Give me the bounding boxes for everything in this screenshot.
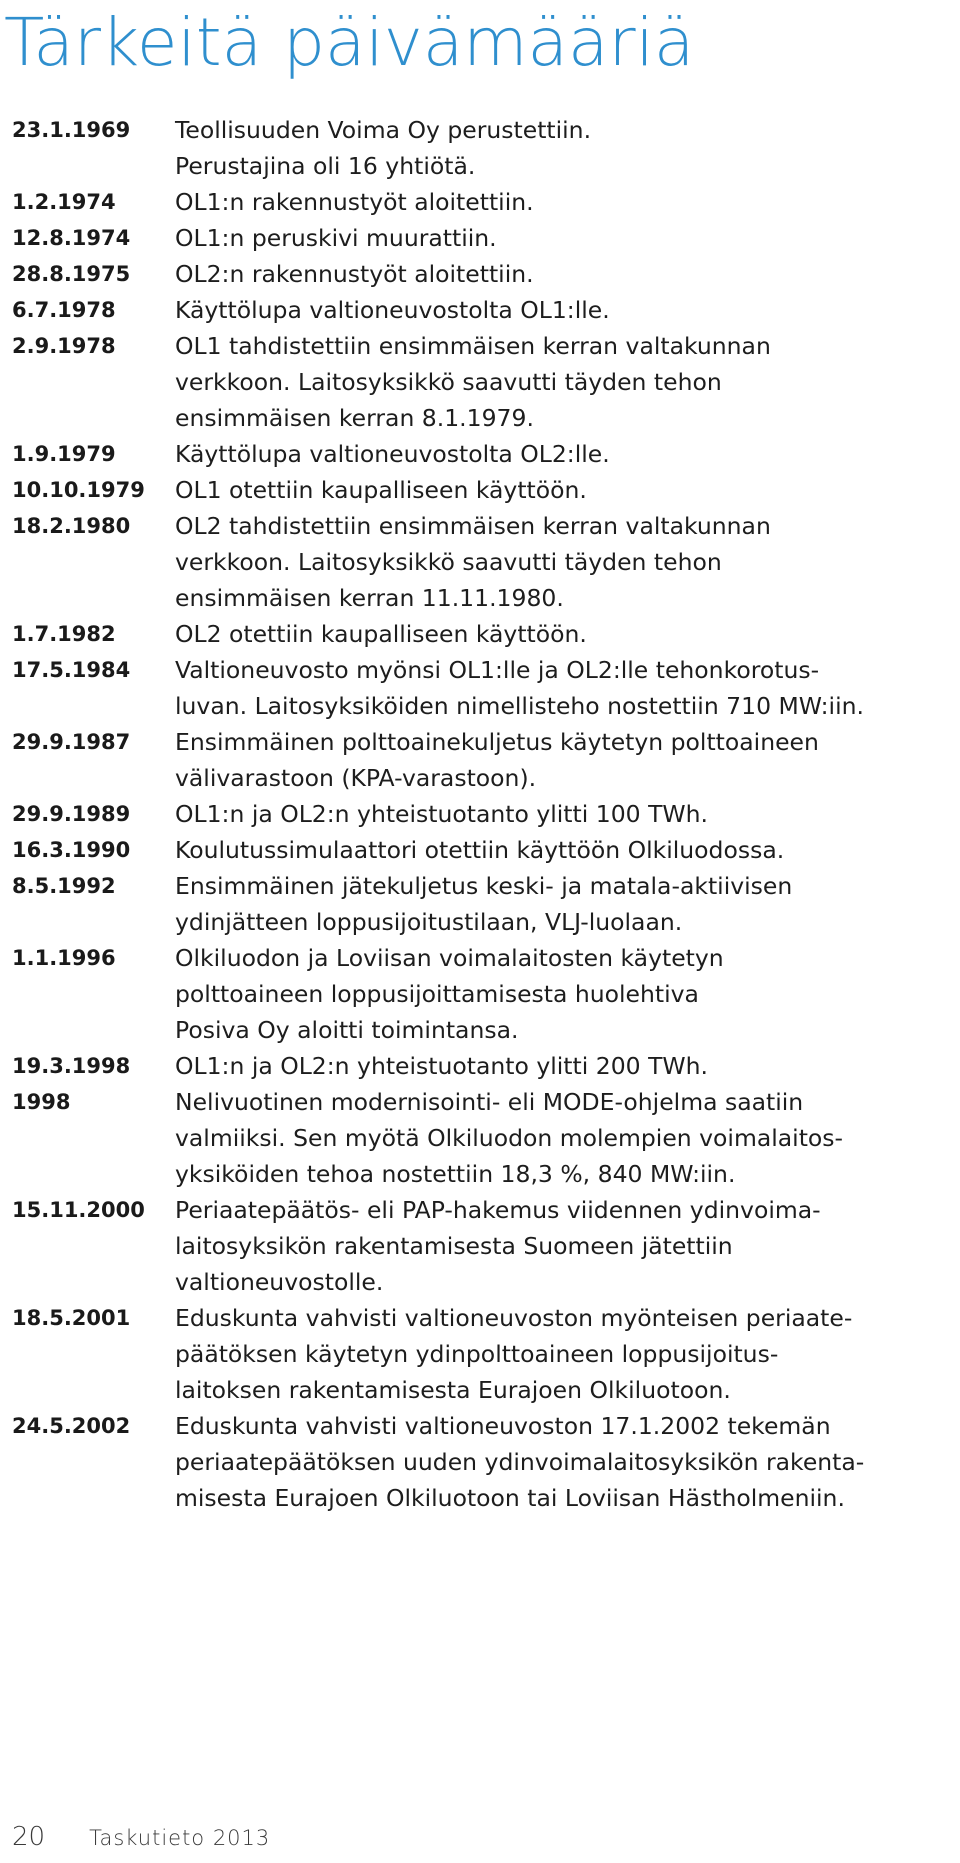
- timeline-entry: [12, 940, 952, 1048]
- entry-date: 6.7.1978: [12, 298, 116, 322]
- entry-text: OL1:n peruskivi muurattiin.: [175, 224, 497, 252]
- timeline-entry: [12, 868, 952, 940]
- timeline-list: [12, 112, 952, 1516]
- entry-text: OL1 tahdistettiin ensimmäisen kerran valtakunnan verkkoon. Laitosyksikkö saavutti täyden tehon ensimmäisen kerran 8.1.1979.: [175, 332, 771, 432]
- entry-date: 1.9.1979: [12, 442, 116, 466]
- timeline-entry: [12, 796, 952, 832]
- entry-date: 24.5.2002: [12, 1414, 131, 1438]
- entry-date: 12.8.1974: [12, 226, 131, 250]
- entry-date: 8.5.1992: [12, 874, 116, 898]
- timeline-entry: [12, 1048, 952, 1084]
- timeline-entry: [12, 220, 952, 256]
- entry-text: Nelivuotinen modernisointi- eli MODE-ohjelma saatiin valmiiksi. Sen myötä Olkiluodon molempien voimalaitos- yksiköiden tehoa nostettiin 18,3 %, 840 MW:iin.: [175, 1088, 844, 1188]
- entry-date: 18.2.1980: [12, 514, 131, 538]
- timeline-entry: [12, 184, 952, 220]
- entry-text: Ensimmäinen jätekuljetus keski- ja matala-aktiivisen ydinjätteen loppusijoitustilaan, VLJ-luolaan.: [175, 872, 793, 936]
- entry-text: OL1:n ja OL2:n yhteistuotanto ylitti 200 TWh.: [175, 1052, 709, 1080]
- entry-text: OL2 otettiin kaupalliseen käyttöön.: [175, 620, 587, 648]
- timeline-entry: [12, 1084, 952, 1192]
- entry-text: Ensimmäinen polttoainekuljetus käytetyn polttoaineen välivarastoon (KPA-varastoon).: [175, 728, 819, 792]
- page-title: Tärkeitä päivämääriä: [4, 4, 695, 81]
- timeline-entry: [12, 292, 952, 328]
- publication-name: Taskutieto 2013: [89, 1826, 271, 1850]
- timeline-entry: [12, 472, 952, 508]
- entry-date: 15.11.2000: [12, 1198, 145, 1222]
- timeline-entry: [12, 508, 952, 616]
- entry-text: Koulutussimulaattori otettiin käyttöön Olkiluodossa.: [175, 836, 785, 864]
- entry-text: OL1 otettiin kaupalliseen käyttöön.: [175, 476, 587, 504]
- timeline-entry: [12, 832, 952, 868]
- timeline-entry: [12, 256, 952, 292]
- entry-text: Eduskunta vahvisti valtioneuvoston myönteisen periaate- päätöksen käytetyn ydinpolttoaineen loppusijoitus- laitoksen rakentamisesta Eurajoen Olkiluotoon.: [175, 1304, 853, 1404]
- entry-date: 29.9.1987: [12, 730, 131, 754]
- entry-text: Käyttölupa valtioneuvostolta OL1:lle.: [175, 296, 610, 324]
- entry-text: Periaatepäätös- eli PAP-hakemus viidennen ydinvoima- laitosyksikön rakentamisesta Suomeen jätettiin valtioneuvostolle.: [175, 1196, 821, 1296]
- entry-date: 19.3.1998: [12, 1054, 131, 1078]
- entry-date: 2.9.1978: [12, 334, 116, 358]
- entry-date: 29.9.1989: [12, 802, 131, 826]
- entry-date: 23.1.1969: [12, 118, 131, 142]
- entry-text: OL1:n ja OL2:n yhteistuotanto ylitti 100 TWh.: [175, 800, 709, 828]
- entry-text: Teollisuuden Voima Oy perustettiin. Perustajina oli 16 yhtiötä.: [175, 116, 592, 180]
- entry-text: OL2:n rakennustyöt aloitettiin.: [175, 260, 534, 288]
- timeline-entry: [12, 616, 952, 652]
- entry-text: Olkiluodon ja Loviisan voimalaitosten käytetyn polttoaineen loppusijoittamisesta huolehtiva Posiva Oy aloitti toimintansa.: [175, 944, 724, 1044]
- entry-text: OL1:n rakennustyöt aloitettiin.: [175, 188, 534, 216]
- timeline-entry: [12, 652, 952, 724]
- timeline-entry: [12, 724, 952, 796]
- entry-text: Käyttölupa valtioneuvostolta OL2:lle.: [175, 440, 610, 468]
- entry-text: Valtioneuvosto myönsi OL1:lle ja OL2:lle tehonkorotus- luvan. Laitosyksiköiden nimellisteho nostettiin 710 MW:iin.: [175, 656, 864, 720]
- entry-date: 10.10.1979: [12, 478, 145, 502]
- entry-text: Eduskunta vahvisti valtioneuvoston 17.1.2002 tekemän periaatepäätöksen uuden ydinvoimalaitosyksikön rakenta- misesta Eurajoen Olkiluotoon tai Loviisan Hästholmeniin.: [175, 1412, 865, 1512]
- entry-date: 18.5.2001: [12, 1306, 131, 1330]
- entry-date: 16.3.1990: [12, 838, 131, 862]
- timeline-entry: [12, 1300, 952, 1408]
- entry-date: 1.2.1974: [12, 190, 116, 214]
- entry-date: 1.7.1982: [12, 622, 116, 646]
- timeline-entry: [12, 436, 952, 472]
- entry-text: OL2 tahdistettiin ensimmäisen kerran valtakunnan verkkoon. Laitosyksikkö saavutti täyden tehon ensimmäisen kerran 11.11.1980.: [175, 512, 771, 612]
- entry-date: 1998: [12, 1090, 71, 1114]
- entry-date: 28.8.1975: [12, 262, 131, 286]
- entry-date: 1.1.1996: [12, 946, 116, 970]
- timeline-entry: [12, 112, 952, 184]
- timeline-entry: [12, 328, 952, 436]
- timeline-entry: [12, 1192, 952, 1300]
- entry-date: 17.5.1984: [12, 658, 131, 682]
- timeline-entry: [12, 1408, 952, 1516]
- page-number: 20: [12, 1822, 46, 1852]
- page-footer: [12, 1822, 270, 1852]
